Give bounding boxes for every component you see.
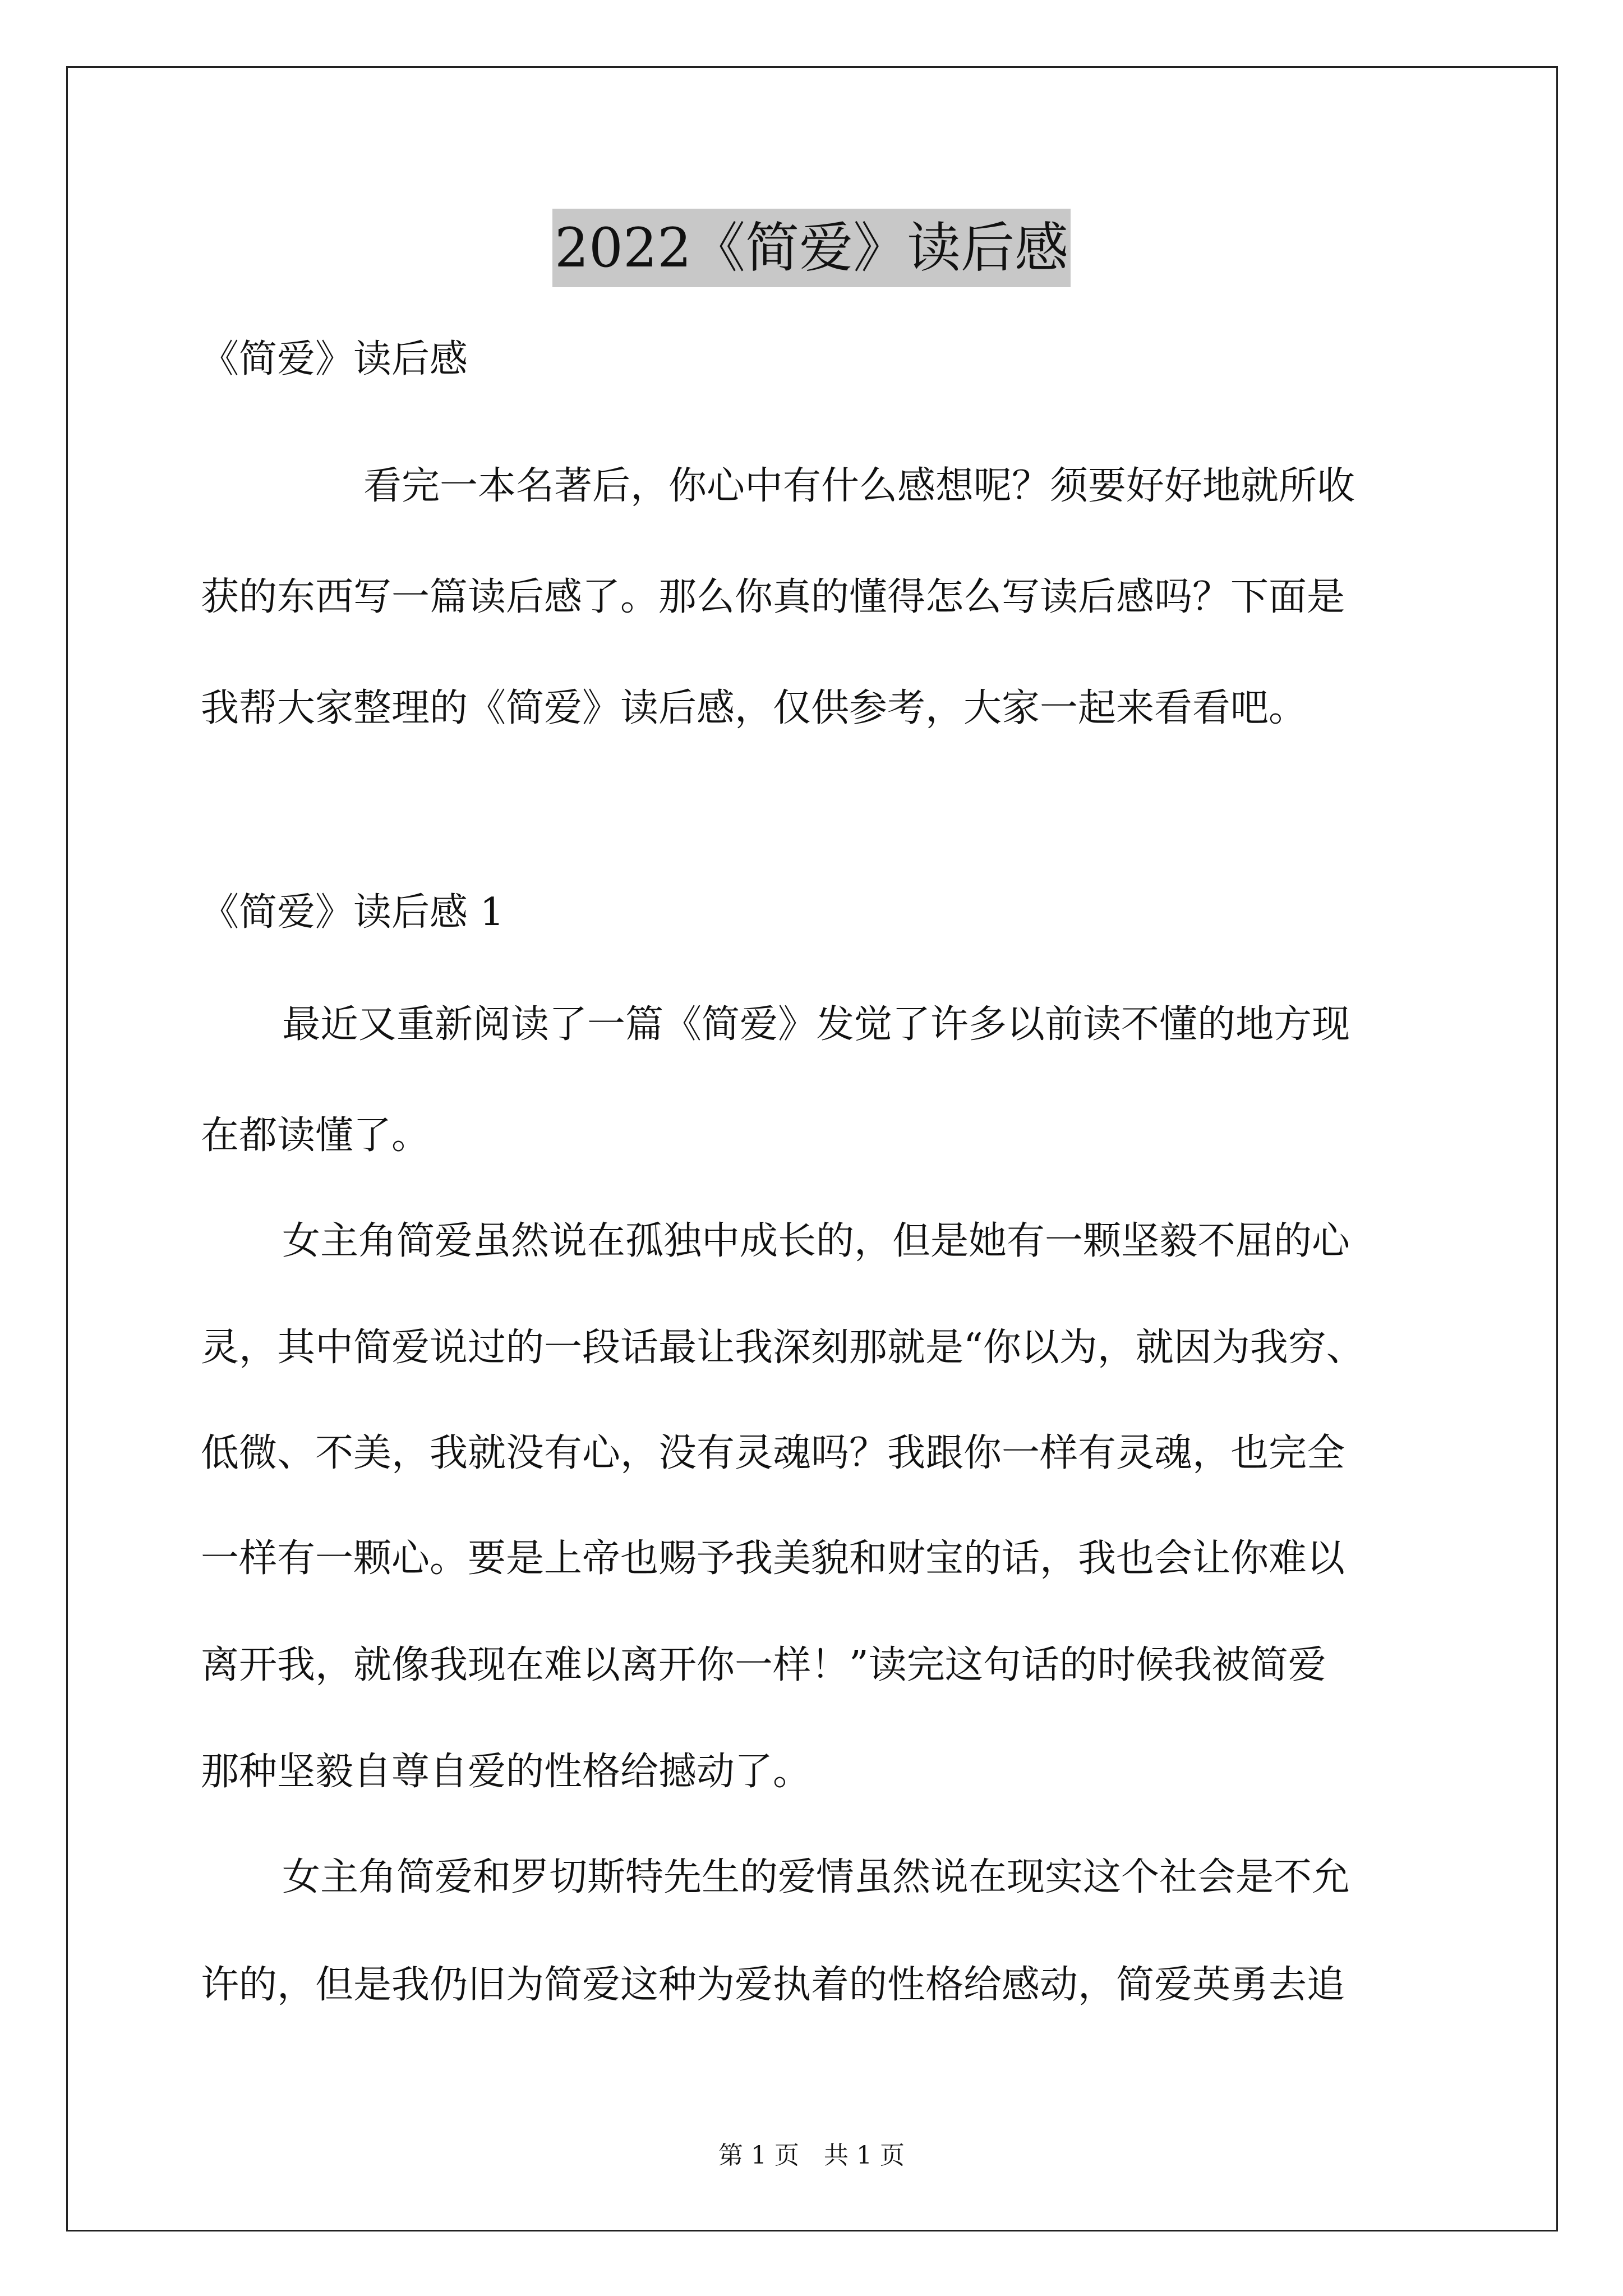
page-total: 共 1 页 [824,2141,905,2170]
paragraph-line: 获的东西写一篇读后感了。那么你真的懂得怎么写读后感吗？下面是 [201,575,1345,619]
paragraph-line: 女主角简爱虽然说在孤独中成长的，但是她有一颗坚毅不屈的心 [282,1219,1350,1263]
paragraph-line: 最近又重新阅读了一篇《简爱》发觉了许多以前读不懂的地方现 [282,1002,1350,1047]
paragraph-line: 一样有一颗心。要是上帝也赐予我美貌和财宝的话，我也会让你难以 [201,1536,1345,1581]
section-heading: 《简爱》读后感 1 [201,890,504,935]
paragraph-line: 许的，但是我仍旧为简爱这种为爱执着的性格给感动，简爱英勇去追 [201,1963,1345,2007]
paragraph-line: 低微、不美，我就没有心，没有灵魂吗？我跟你一样有灵魂，也完全 [201,1431,1345,1475]
section-heading: 《简爱》读后感 [201,337,468,381]
page-number: 第 1 页 [718,2141,799,2170]
paragraph-line: 灵，其中简爱说过的一段话最让我深刻那就是“你以为，就因为我穷、 [201,1326,1364,1370]
paragraph-line: 离开我，就像我现在难以离开你一样！”读完这句话的时候我被简爱 [201,1643,1326,1687]
paragraph-line: 看完一本名著后，你心中有什么感想呢？须要好好地就所收 [363,464,1355,508]
title-container [0,209,1623,287]
paragraph-line: 在都读懂了。 [201,1114,430,1158]
paragraph-line: 我帮大家整理的《简爱》读后感，仅供参考，大家一起来看看吧。 [201,686,1307,730]
paragraph-line: 那种坚毅自尊自爱的性格给撼动了。 [201,1750,811,1794]
paragraph-line: 女主角简爱和罗切斯特先生的爱情虽然说在现实这个社会是不允 [282,1855,1350,1899]
page-footer [0,2139,1623,2173]
document-title: 2022《简爱》读后感 [552,209,1071,287]
